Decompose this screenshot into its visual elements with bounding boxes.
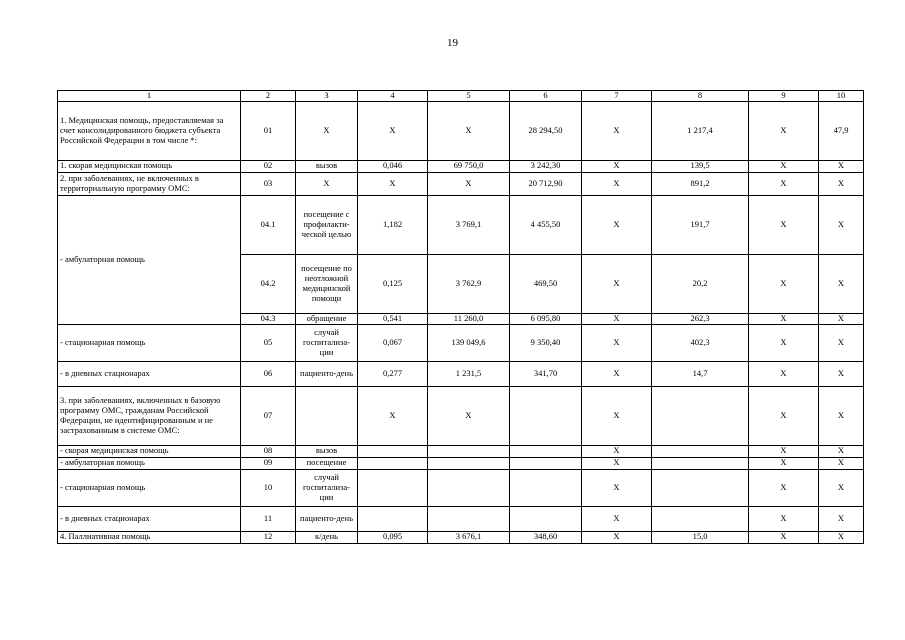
cell-col7: X [582, 445, 652, 457]
cell-col6 [510, 457, 582, 469]
cell-col4: 0,541 [358, 313, 428, 324]
cell-col6: 9 350,40 [510, 324, 582, 361]
cell-col9: X [749, 531, 819, 543]
header-cell: 3 [296, 91, 358, 102]
row-code: 05 [241, 324, 296, 361]
cell-col6: 4 455,50 [510, 195, 582, 254]
cell-col9: X [749, 101, 819, 160]
row-unit: вызов [296, 160, 358, 172]
row-unit: к/день [296, 531, 358, 543]
cell-col8: 891,2 [652, 172, 749, 195]
row-code: 08 [241, 445, 296, 457]
cell-col4: 0,277 [358, 361, 428, 386]
row-unit: посещение с профилакти-ческой целью [296, 195, 358, 254]
cell-col6 [510, 469, 582, 506]
cell-col5 [428, 469, 510, 506]
row-name: - скорая медицинская помощь [58, 445, 241, 457]
cell-col5: X [428, 386, 510, 445]
cell-col4 [358, 445, 428, 457]
cell-col7: X [582, 160, 652, 172]
cell-col6: 348,60 [510, 531, 582, 543]
cell-col10: X [819, 531, 864, 543]
cell-col4: X [358, 172, 428, 195]
table-row [58, 195, 864, 254]
cell-col9: X [749, 445, 819, 457]
row-name: - в дневных стационарах [58, 361, 241, 386]
cell-col9: X [749, 469, 819, 506]
cell-col7: X [582, 361, 652, 386]
cell-col10: X [819, 457, 864, 469]
cell-col8: 20,2 [652, 254, 749, 313]
cell-col6: 28 294,50 [510, 101, 582, 160]
page-number: 19 [447, 37, 458, 49]
cell-col4: 0,095 [358, 531, 428, 543]
cell-col10: X [819, 160, 864, 172]
row-name: - амбулаторная помощь [58, 457, 241, 469]
table-row [58, 457, 864, 469]
cell-col6: 341,70 [510, 361, 582, 386]
cell-col9: X [749, 172, 819, 195]
cell-col10: X [819, 254, 864, 313]
row-code: 07 [241, 386, 296, 445]
cell-col6 [510, 506, 582, 531]
row-name: 1. скорая медицинская помощь [58, 160, 241, 172]
cell-col7: X [582, 386, 652, 445]
cell-col9: X [749, 506, 819, 531]
header-cell: 5 [428, 91, 510, 102]
cell-col5 [428, 445, 510, 457]
cell-col9: X [749, 457, 819, 469]
row-unit: случай госпитализа-ции [296, 324, 358, 361]
cell-col9: X [749, 160, 819, 172]
cell-col10: X [819, 361, 864, 386]
cell-col5: X [428, 172, 510, 195]
cell-col4: 0,067 [358, 324, 428, 361]
header-cell: 4 [358, 91, 428, 102]
cell-col10: 47,9 [819, 101, 864, 160]
row-name: 1. Медицинская помощь, предоставляемая за счет консолидированного бюджета субъекта Российской Федерации в том числе *: [58, 101, 241, 160]
cell-col8 [652, 445, 749, 457]
cell-col5: 3 762,9 [428, 254, 510, 313]
cell-col4: 0,046 [358, 160, 428, 172]
cell-col10: X [819, 469, 864, 506]
row-unit: случай госпитализа-ции [296, 469, 358, 506]
row-unit: вызов [296, 445, 358, 457]
cell-col7: X [582, 313, 652, 324]
cell-col4: 0,125 [358, 254, 428, 313]
header-cell: 7 [582, 91, 652, 102]
cell-col9: X [749, 361, 819, 386]
cell-col10: X [819, 445, 864, 457]
table-row [58, 386, 864, 445]
header-cell: 8 [652, 91, 749, 102]
cell-col7: X [582, 506, 652, 531]
cell-col5: 69 750,0 [428, 160, 510, 172]
cell-col10: X [819, 324, 864, 361]
row-unit: обращение [296, 313, 358, 324]
cell-col8: 402,3 [652, 324, 749, 361]
cell-col5: 11 260,0 [428, 313, 510, 324]
row-unit: посещение [296, 457, 358, 469]
row-unit: X [296, 101, 358, 160]
table-row [58, 531, 864, 543]
cell-col9: X [749, 195, 819, 254]
row-name: 4. Паллиативная помощь [58, 531, 241, 543]
row-code: 04.3 [241, 313, 296, 324]
cell-col7: X [582, 469, 652, 506]
cell-col4: X [358, 386, 428, 445]
table-row [58, 324, 864, 361]
cell-col10: X [819, 313, 864, 324]
cell-col8 [652, 506, 749, 531]
header-row [58, 91, 864, 102]
header-cell: 10 [819, 91, 864, 102]
cell-col8: 1 217,4 [652, 101, 749, 160]
cell-col4 [358, 469, 428, 506]
table-row [58, 172, 864, 195]
row-name: - стационарная помощь [58, 324, 241, 361]
row-code: 04.2 [241, 254, 296, 313]
data-table [57, 90, 864, 544]
cell-col7: X [582, 172, 652, 195]
cell-col8 [652, 457, 749, 469]
row-code: 11 [241, 506, 296, 531]
row-code: 02 [241, 160, 296, 172]
cell-col8: 139,5 [652, 160, 749, 172]
row-name: 2. при заболеваниях, не включенных в территориальную программу ОМС: [58, 172, 241, 195]
cell-col9: X [749, 313, 819, 324]
row-code: 12 [241, 531, 296, 543]
header-cell: 9 [749, 91, 819, 102]
row-name: - амбулаторная помощь [58, 195, 241, 324]
cell-col6: 6 095,80 [510, 313, 582, 324]
cell-col5: 3 676,1 [428, 531, 510, 543]
cell-col8: 262,3 [652, 313, 749, 324]
row-unit: пациенто-день [296, 506, 358, 531]
cell-col7: X [582, 254, 652, 313]
cell-col8 [652, 386, 749, 445]
cell-col6 [510, 445, 582, 457]
row-unit: посещение по неотложной медицинской помощи [296, 254, 358, 313]
cell-col6: 3 242,30 [510, 160, 582, 172]
row-name: - стационарная помощь [58, 469, 241, 506]
cell-col6: 20 712,90 [510, 172, 582, 195]
cell-col7: X [582, 531, 652, 543]
cell-col10: X [819, 195, 864, 254]
row-code: 03 [241, 172, 296, 195]
cell-col8: 15,0 [652, 531, 749, 543]
cell-col7: X [582, 195, 652, 254]
cell-col10: X [819, 386, 864, 445]
cell-col6: 469,50 [510, 254, 582, 313]
table-row [58, 160, 864, 172]
cell-col9: X [749, 254, 819, 313]
row-name: 3. при заболеваниях, включенных в базовую программу ОМС, гражданам Российской Федерации, не идентифицированным и не застрахованным в системе ОМС: [58, 386, 241, 445]
table-row [58, 445, 864, 457]
cell-col8: 191,7 [652, 195, 749, 254]
row-name: - в дневных стационарах [58, 506, 241, 531]
row-code: 09 [241, 457, 296, 469]
cell-col7: X [582, 457, 652, 469]
table-row [58, 101, 864, 160]
row-code: 04.1 [241, 195, 296, 254]
cell-col5: X [428, 101, 510, 160]
cell-col10: X [819, 172, 864, 195]
cell-col4 [358, 506, 428, 531]
cell-col9: X [749, 324, 819, 361]
row-code: 06 [241, 361, 296, 386]
table-row [58, 361, 864, 386]
cell-col4: 1,182 [358, 195, 428, 254]
row-code: 01 [241, 101, 296, 160]
cell-col5: 139 049,6 [428, 324, 510, 361]
cell-col7: X [582, 324, 652, 361]
table-row [58, 469, 864, 506]
cell-col5 [428, 457, 510, 469]
header-cell: 1 [58, 91, 241, 102]
header-cell: 6 [510, 91, 582, 102]
cell-col6 [510, 386, 582, 445]
cell-col9: X [749, 386, 819, 445]
cell-col10: X [819, 506, 864, 531]
cell-col5 [428, 506, 510, 531]
row-unit: X [296, 172, 358, 195]
cell-col4 [358, 457, 428, 469]
cell-col8: 14,7 [652, 361, 749, 386]
cell-col8 [652, 469, 749, 506]
row-code: 10 [241, 469, 296, 506]
cell-col5: 1 231,5 [428, 361, 510, 386]
cell-col4: X [358, 101, 428, 160]
cell-col7: X [582, 101, 652, 160]
header-cell: 2 [241, 91, 296, 102]
row-unit: пациенто-день [296, 361, 358, 386]
cell-col5: 3 769,1 [428, 195, 510, 254]
table-row [58, 506, 864, 531]
row-unit [296, 386, 358, 445]
